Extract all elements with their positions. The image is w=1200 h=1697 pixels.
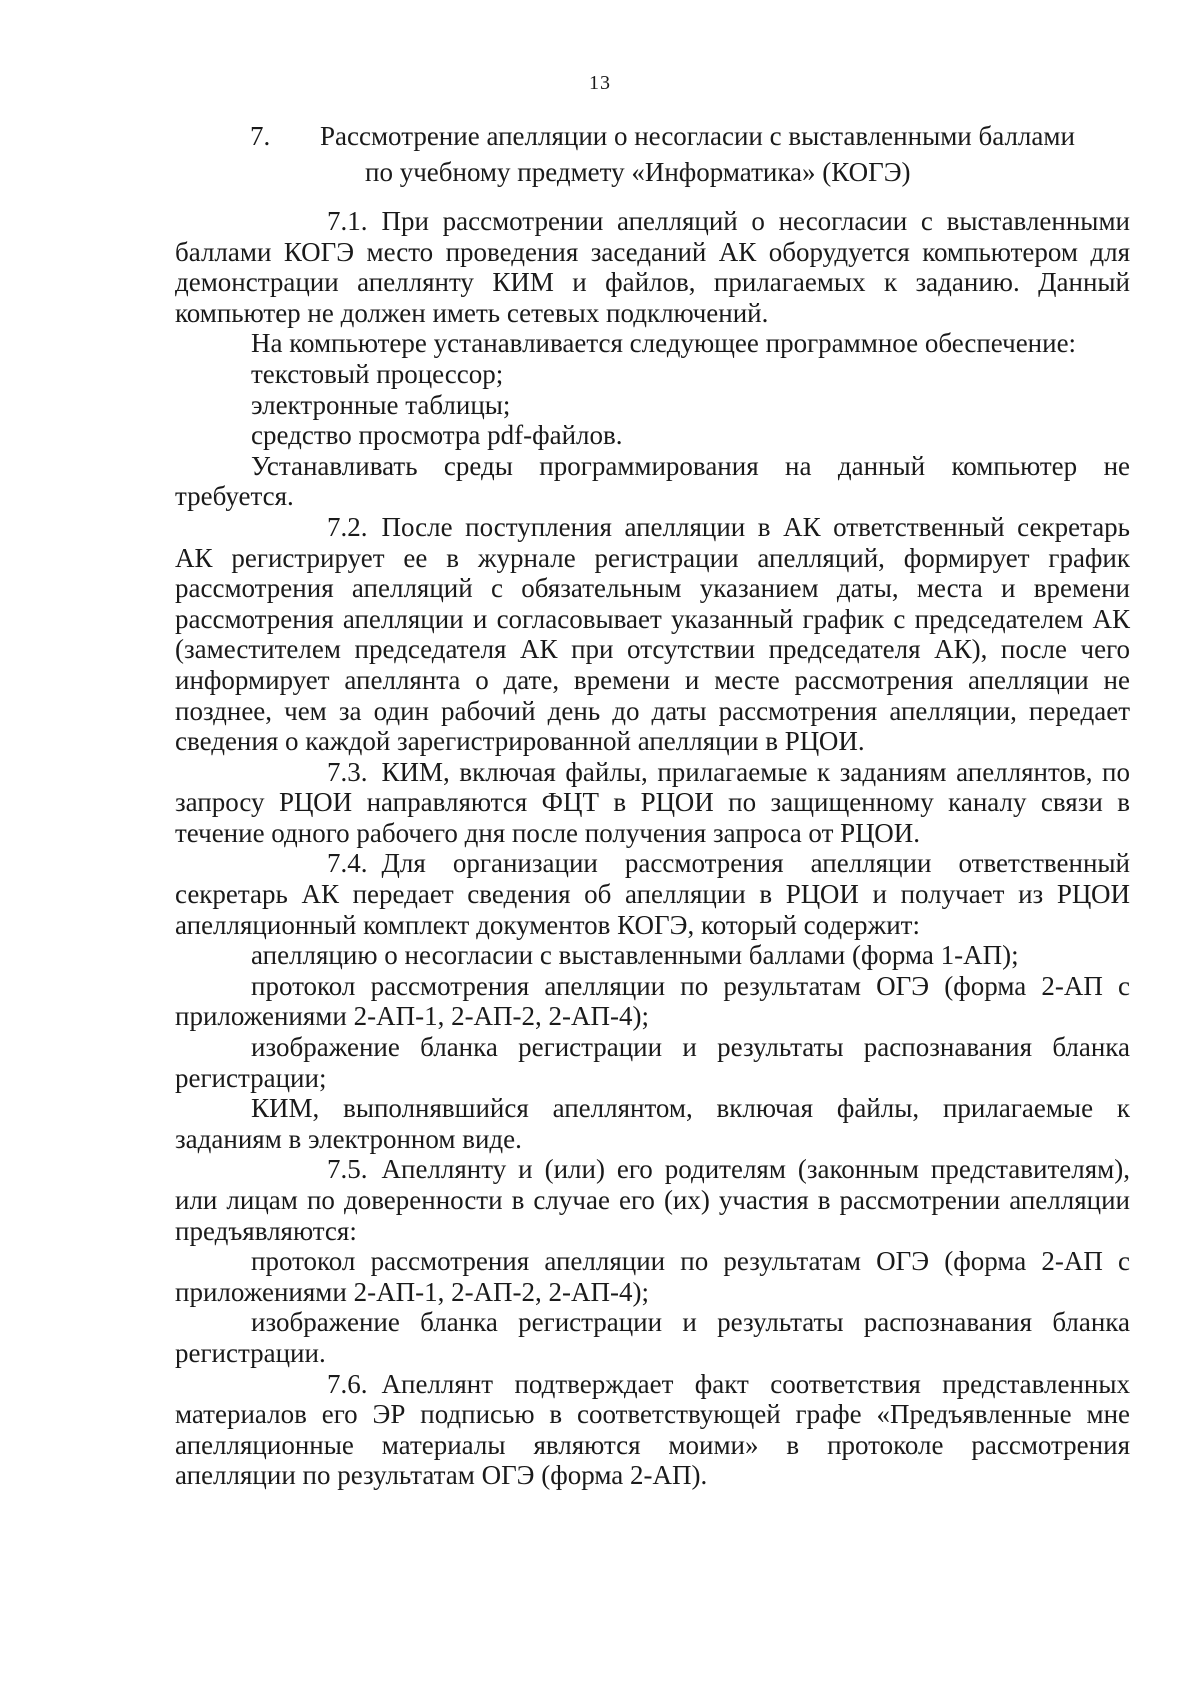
paragraph-text: апелляцию о несогласии с выставленными баллами (форма 1-АП); <box>251 940 1019 971</box>
clause-number: 7.5. <box>327 1154 368 1185</box>
list-item <box>175 328 1130 359</box>
list-item <box>175 1032 1130 1093</box>
paragraph-text: При рассмотрении апелляций о несогласии с выставленными баллами КОГЭ место проведения заседаний АК оборудуется компьютером для демонстрации апеллянту КИМ и файлов, прилагаемых к заданию. Данный компьютер не должен иметь сетевых подключений. <box>175 206 1130 328</box>
paragraph-text: Устанавливать среды программирования на данный компьютер не требуется. <box>175 450 1130 512</box>
list-item <box>175 1246 1130 1307</box>
heading-title-line-1: Рассмотрение апелляции о несогласии с выставленными баллами <box>320 121 1075 151</box>
clause-paragraph <box>175 1154 1130 1246</box>
clause-number: 7.3. <box>327 756 368 787</box>
clause-paragraph <box>175 512 1130 757</box>
paragraph-text: Апеллянт подтверждает факт соответствия представленных материалов его ЭР подписью в соответствующей графе «Предъявленные мне апелляционные материалы являются моими» в протоколе рассмотрения апелляции по результатам ОГЭ (форма 2-АП). <box>175 1368 1130 1491</box>
paragraph-text: После поступления апелляции в АК ответственный секретарь АК регистрирует ее в журнале регистрации апелляций, формирует график рассмотрения апелляций с обязательным указанием даты, места и времени рассмотрения апелляции и согласовывает указанный график с председателем АК (заместителем председателя АК при отсутствии председателя АК), после чего информирует апеллянта о дате, времени и месте рассмотрения апелляции не позднее, чем за один рабочий день до даты рассмотрения апелляции, передает сведения о каждой зарегистрированной апелляции в РЦОИ. <box>175 511 1130 757</box>
clause-paragraph <box>175 206 1130 328</box>
clause-paragraph <box>175 848 1130 940</box>
list-item <box>175 971 1130 1032</box>
paragraph-text: средство просмотра pdf-файлов. <box>251 420 623 451</box>
list-item <box>175 420 1130 451</box>
list-item <box>175 359 1130 390</box>
body-text <box>175 206 1130 1491</box>
paragraph-text: На компьютере устанавливается следующее программное обеспечение: <box>251 328 1077 359</box>
paragraph-text: протокол рассмотрения апелляции по результатам ОГЭ (форма 2-АП с приложениями 2-АП-1, 2-АП-2, 2-АП-4); <box>175 1246 1130 1307</box>
clause-number: 7.6. <box>327 1368 368 1399</box>
paragraph-text: протокол рассмотрения апелляции по результатам ОГЭ (форма 2-АП с приложениями 2-АП-1, 2-АП-2, 2-АП-4); <box>175 970 1130 1032</box>
clause-number: 7.1. <box>327 206 368 236</box>
list-item <box>175 390 1130 421</box>
paragraph-text: электронные таблицы; <box>251 389 511 420</box>
list-item <box>175 1093 1130 1154</box>
clause-paragraph <box>175 1369 1130 1491</box>
clause-paragraph <box>175 757 1130 849</box>
paragraph-text: Для организации рассмотрения апелляции ответственный секретарь АК передает сведения об апелляции в РЦОИ и получает из РЦОИ апелляционный комплект документов КОГЭ, который содержит: <box>175 848 1130 940</box>
paragraph-text: КИМ, выполнявшийся апеллянтом, включая файлы, прилагаемые к заданиям в электронном виде. <box>175 1093 1130 1154</box>
clause-number: 7.2. <box>327 511 368 542</box>
paragraph-text: изображение бланка регистрации и результаты распознавания бланка регистрации. <box>175 1307 1130 1368</box>
list-item <box>175 940 1130 971</box>
heading-number: 7. <box>250 121 271 151</box>
paragraph-text: изображение бланка регистрации и результаты распознавания бланка регистрации; <box>175 1032 1130 1093</box>
heading-line-1 <box>250 118 1130 154</box>
list-item <box>175 451 1130 512</box>
clause-number: 7.4. <box>327 848 368 879</box>
paragraph-text: КИМ, включая файлы, прилагаемые к заданиям апеллянтов, по запросу РЦОИ направляются ФЦТ в РЦОИ по защищенному каналу связи в течение одного рабочего дня после получения запроса от РЦОИ. <box>175 756 1130 848</box>
heading-title-line-2: по учебному предмету «Информатика» (КОГЭ) <box>365 157 911 187</box>
section-heading <box>250 118 1130 190</box>
paragraph-text: Апеллянту и (или) его родителям (законным представителям), или лицам по доверенности в случае его (их) участия в рассмотрении апелляции предъявляются: <box>175 1154 1130 1246</box>
list-item <box>175 1307 1130 1368</box>
page-number: 13 <box>589 72 611 94</box>
paragraph-text: текстовый процессор; <box>251 358 504 389</box>
